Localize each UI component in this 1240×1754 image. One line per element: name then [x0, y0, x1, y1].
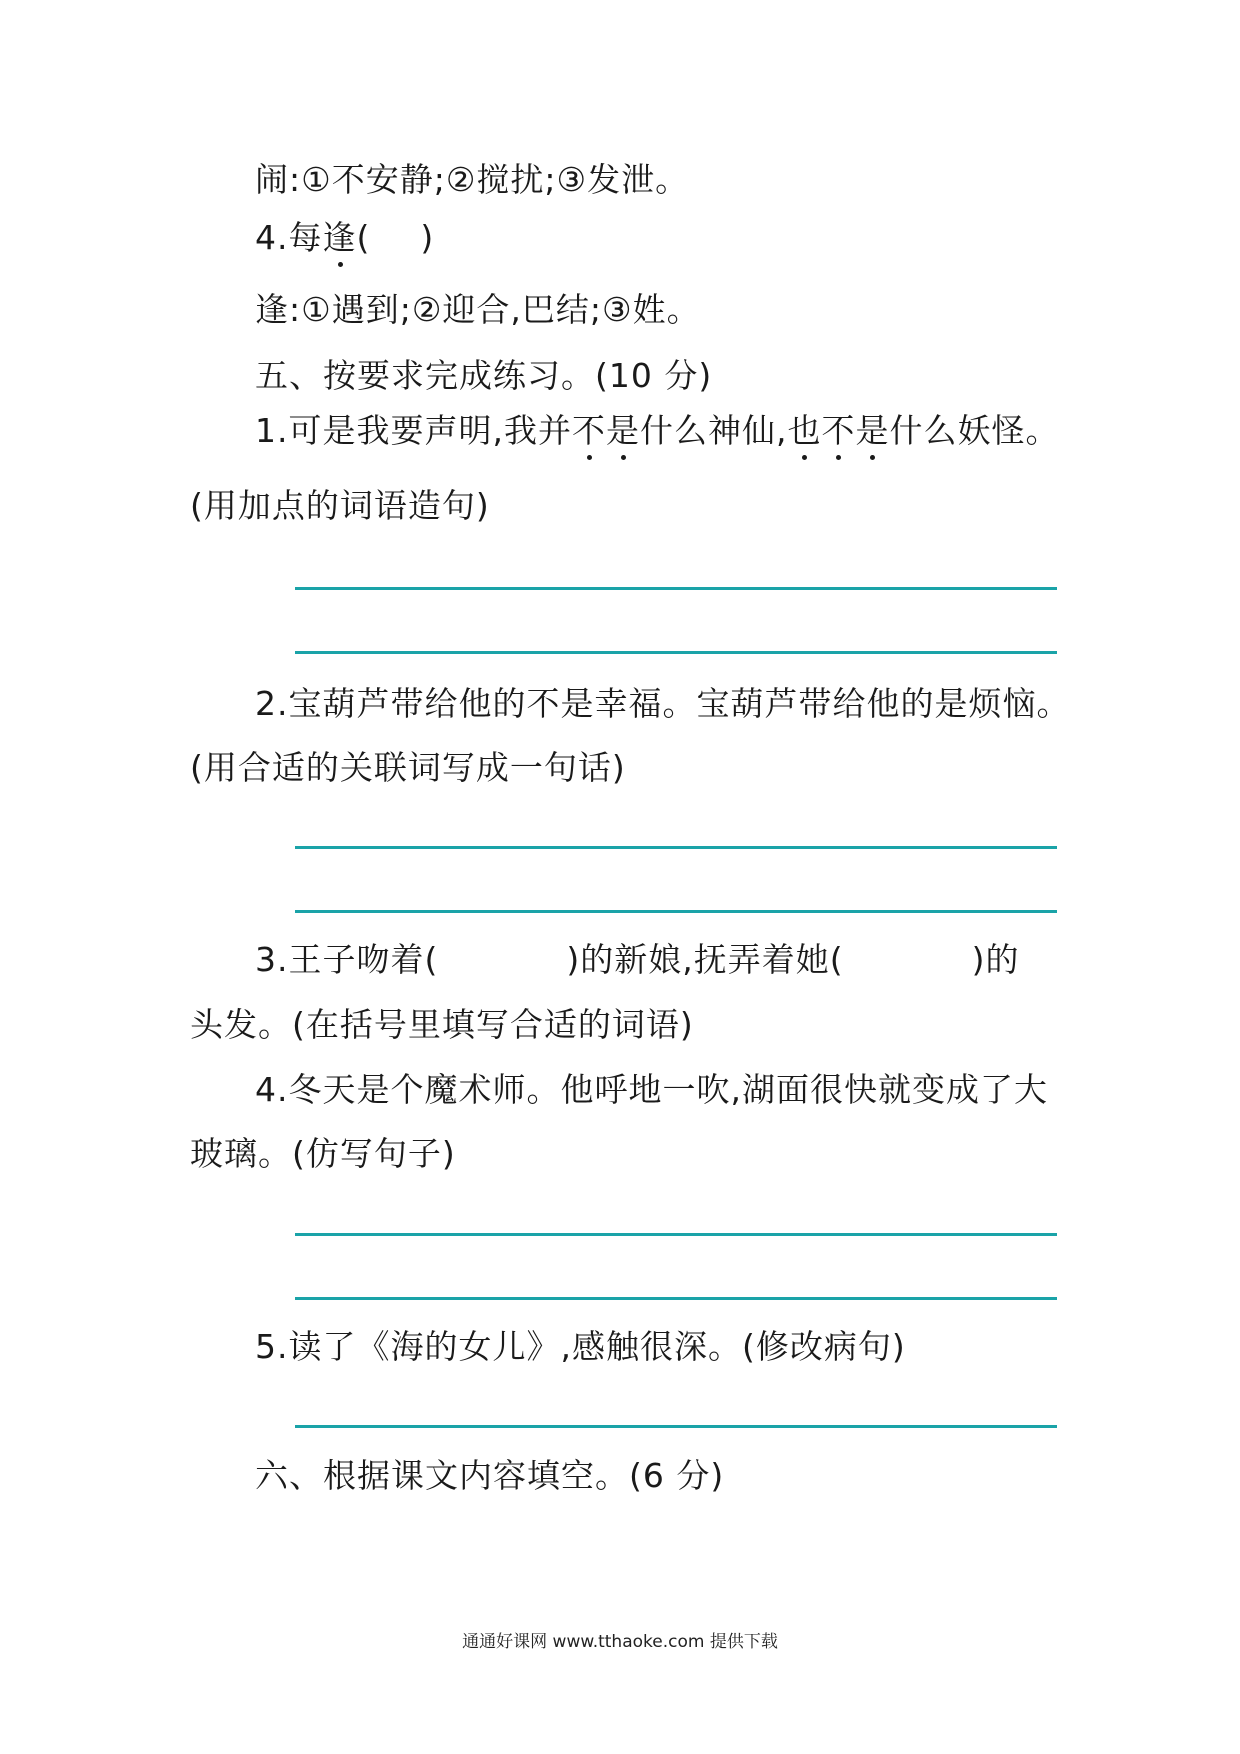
- section-5-question-3: [255, 940, 1020, 980]
- question-text: 什么妖怪。: [889, 411, 1060, 450]
- dotted-character: 是: [855, 411, 890, 450]
- answer-line[interactable]: [295, 1233, 1057, 1236]
- paren-close: ): [420, 218, 435, 257]
- question-instruction: (用合适的关联词写成一句话): [190, 748, 626, 787]
- section-5-question-1: [255, 411, 1059, 451]
- answer-line[interactable]: [295, 910, 1057, 913]
- section-5-heading: 五、按要求完成练习。(10 分): [255, 356, 713, 395]
- question-instruction: 头发。(在括号里填写合适的词语): [190, 1005, 694, 1044]
- dotted-character: 不: [571, 411, 606, 450]
- answer-line[interactable]: [295, 1425, 1057, 1428]
- section-5-question-4: 4.冬天是个魔术师。他呼地一吹,湖面很快就变成了大: [255, 1070, 1048, 1109]
- question-text: 3.王子吻着(: [255, 940, 439, 979]
- meaning-feng: 逢:①遇到;②迎合,巴结;③姓。: [255, 290, 701, 329]
- section-5-question-5: 5.读了《海的女儿》,感触很深。(修改病句): [255, 1327, 906, 1366]
- paren-open: (: [356, 218, 371, 257]
- item-text: 每: [288, 218, 323, 257]
- item-number: 4.: [255, 218, 289, 257]
- dotted-character: 也: [787, 411, 822, 450]
- footer-credit: 通通好课网 www.tthaoke.com 提供下载: [462, 1632, 778, 1652]
- answer-line[interactable]: [295, 651, 1057, 654]
- question-text: 什么神仙,: [639, 411, 788, 450]
- meaning-nao: 闹:①不安静;②搅扰;③发泄。: [255, 160, 690, 199]
- dotted-character: 逢: [322, 218, 357, 257]
- dotted-character: 不: [821, 411, 856, 450]
- section-6-heading: 六、根据课文内容填空。(6 分): [255, 1456, 725, 1495]
- question-4-item: [255, 218, 434, 258]
- question-instruction: (用加点的词语造句): [190, 486, 490, 525]
- question-text: )的: [971, 940, 1020, 979]
- answer-line[interactable]: [295, 1297, 1057, 1300]
- section-5-question-2: 2.宝葫芦带给他的不是幸福。宝葫芦带给他的是烦恼。: [255, 684, 1071, 723]
- question-text: 1.可是我要声明,我并: [255, 411, 572, 450]
- question-text: )的新娘,抚弄着她(: [566, 940, 844, 979]
- answer-line[interactable]: [295, 846, 1057, 849]
- dotted-character: 是: [605, 411, 640, 450]
- answer-line[interactable]: [295, 587, 1057, 590]
- question-instruction: 玻璃。(仿写句子): [190, 1134, 456, 1173]
